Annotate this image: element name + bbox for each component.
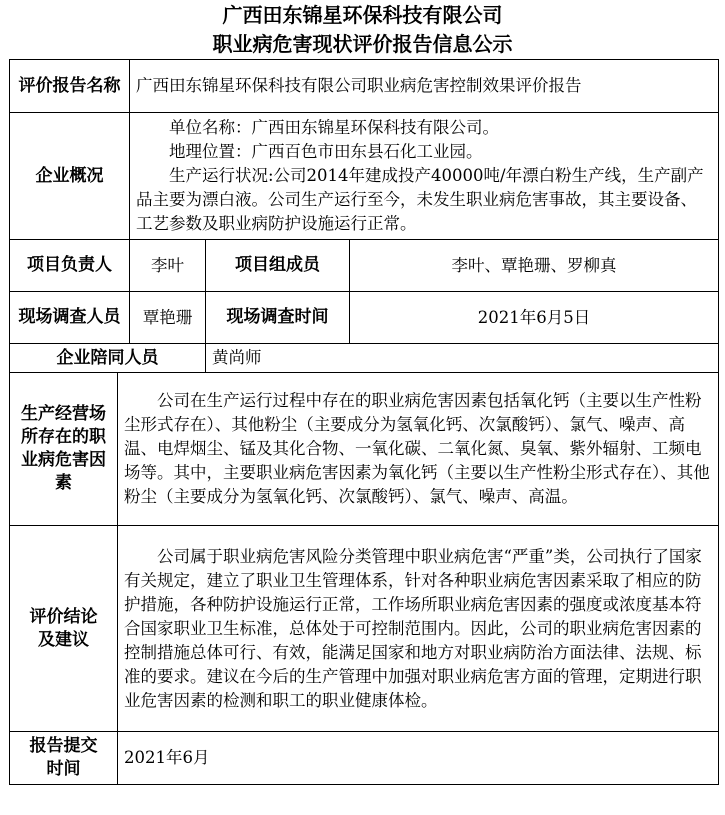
row-conclusion: [10, 526, 719, 732]
overview-label: 企业概况: [10, 113, 130, 240]
conclusion-content: [118, 526, 719, 732]
submit-value: 2021年6月: [118, 732, 719, 785]
project-leader-label: 项目负责人: [10, 240, 130, 292]
row-report-name: [10, 60, 719, 113]
hazards-content: [118, 373, 719, 526]
conclusion-label: 评价结论及建议: [10, 526, 118, 732]
survey-staff-label: 现场调查人员: [10, 292, 130, 344]
survey-time-label: 现场调查时间: [206, 292, 350, 344]
row-overview: [10, 113, 719, 240]
report-name-label: 评价报告名称: [10, 60, 130, 113]
page-title: 职业病危害现状评价报告信息公示: [212, 32, 513, 56]
project-leader-value: 李叶: [130, 240, 206, 292]
overview-content: [130, 113, 719, 240]
row-submit: [10, 732, 719, 785]
overview-status: 生产运行状况:公司2014年建成投产40000吨/年漂白粉生产线，生产副产品主要为漂白液。公司生产运行至今，未发生职业病危害事故，其主要设备、工艺参数及职业病防护设施运行正常。: [136, 166, 704, 233]
overview-location: 地理位置：广西百色市田东县石化工业园。: [169, 142, 483, 161]
row-survey: [10, 292, 719, 344]
company-title: 广西田东锦星环保科技有限公司: [222, 3, 503, 27]
row-project: [10, 240, 719, 292]
escort-value: 黄尚师: [206, 344, 719, 373]
submit-label: 报告提交时间: [10, 732, 118, 785]
survey-time-value: 2021年6月5日: [350, 292, 719, 344]
escort-label: 企业陪同人员: [10, 344, 206, 373]
info-table: [9, 59, 719, 785]
hazards-text: 公司在生产运行过程中存在的职业病危害因素包括氧化钙（主要以生产性粉尘形式存在）、其他粉尘（主要成分为氢氧化钙、次氯酸钙）、氯气、噪声、高温、电焊烟尘、锰及其化合物、一氧化碳、二氧化氮、臭氧、紫外辐射、工频电场等。其中，主要职业病危害因素为氧化钙（主要以生产性粉尘形式存在）、其他粉尘（主要成分为氢氧化钙、次氯酸钙）、氯气、噪声、高温。: [124, 391, 710, 506]
conclusion-text: 公司属于职业病危害风险分类管理中职业病危害“严重”类，公司执行了国家有关规定，建立了职业卫生管理体系，针对各种职业病危害因素采取了相应的防护措施，各种防护设施运行正常，工作场所职业病危害因素的强度或浓度基本符合国家职业卫生标准，总体处于可控制范围内。因此，公司的职业病危害因素的控制措施总体可行、有效，能满足国家和地方对职业病防治方面法律、法规、标准的要求。建议在今后的生产管理中加强对职业病危害方面的管理，定期进行职业危害因素的检测和职工的职业健康体检。: [124, 546, 702, 710]
row-hazards: [10, 373, 719, 526]
project-members-value: 李叶、覃艳珊、罗柳真: [350, 240, 719, 292]
project-members-label: 项目组成员: [206, 240, 350, 292]
report-name-value: 广西田东锦星环保科技有限公司职业病危害控制效果评价报告: [130, 60, 719, 113]
hazards-label: 生产经营场所存在的职业病危害因素: [10, 373, 118, 526]
overview-unit: 单位名称：广西田东锦星环保科技有限公司。: [169, 118, 499, 137]
row-escort: [10, 344, 719, 373]
survey-staff-value: 覃艳珊: [130, 292, 206, 344]
